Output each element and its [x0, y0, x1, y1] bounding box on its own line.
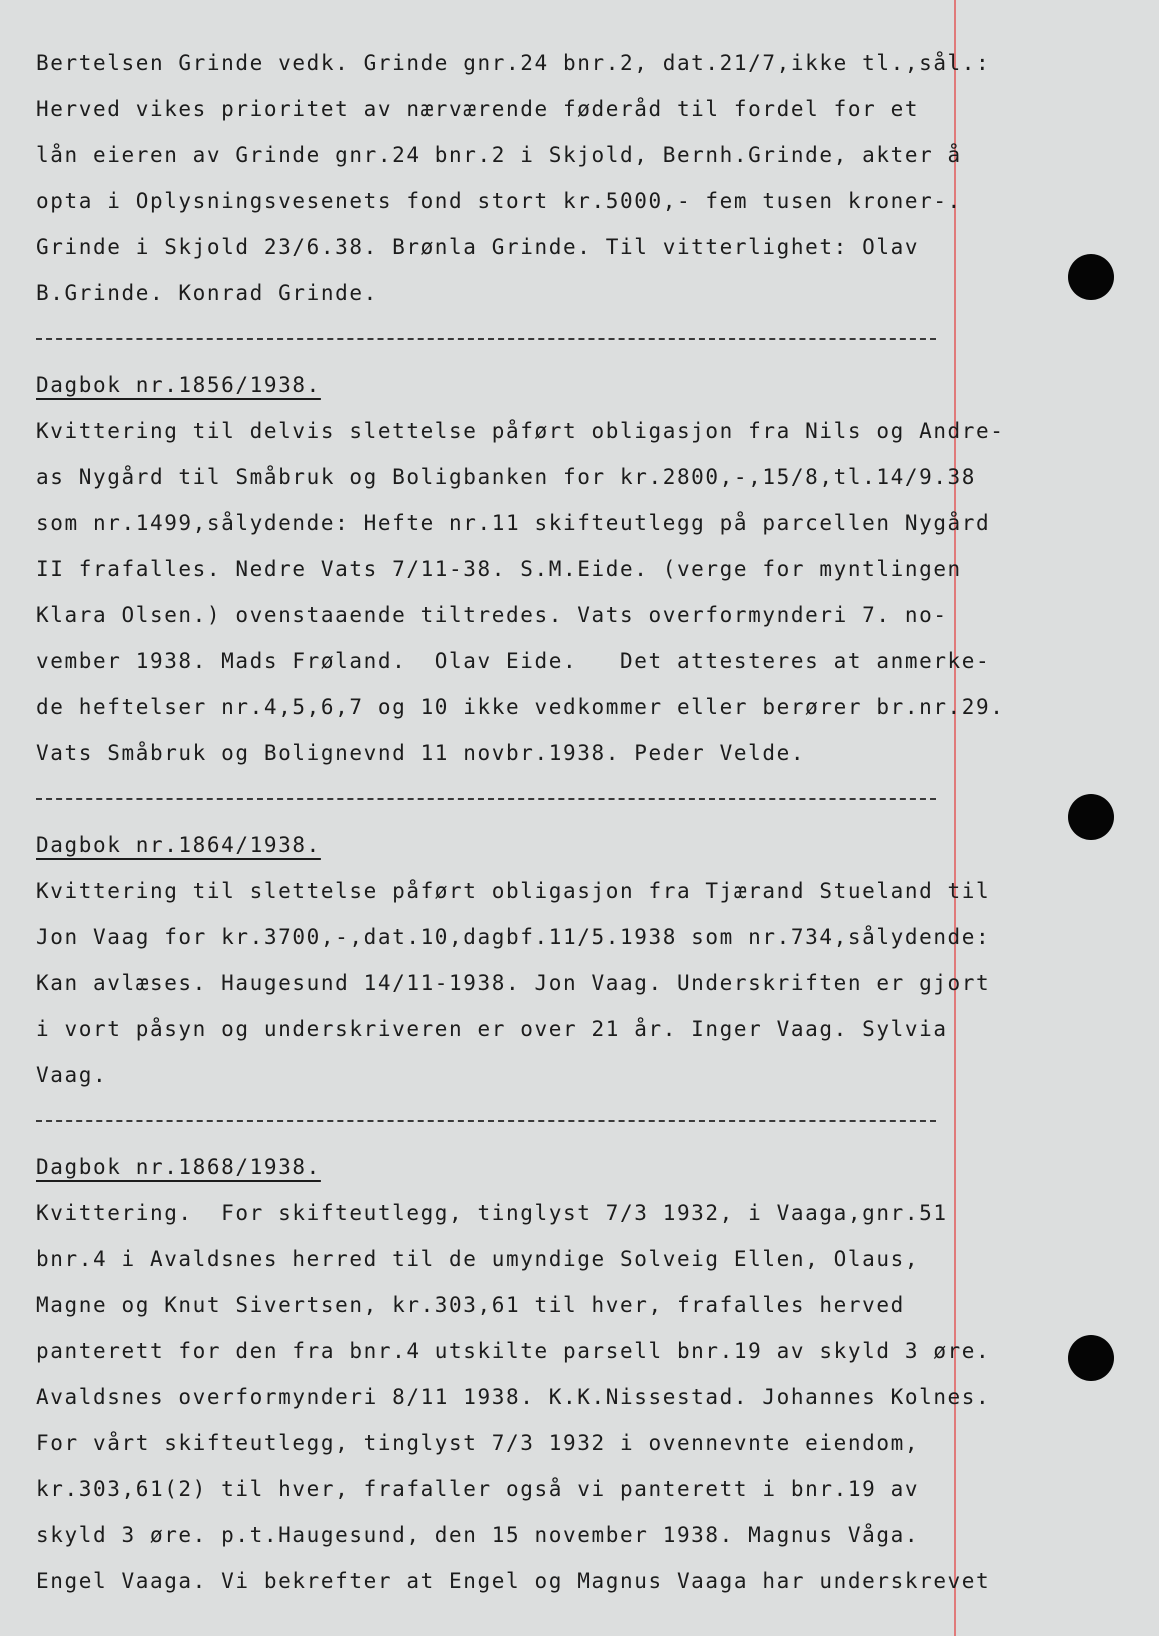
- text-line: vember 1938. Mads Frøland. Olav Eide. Det attesteres at anmerke-: [36, 649, 991, 673]
- text-line: de heftelser nr.4,5,6,7 og 10 ikke vedkommer eller berører br.nr.29.: [36, 695, 1005, 719]
- punch-hole: [1068, 794, 1114, 840]
- text-line: panterett for den fra bnr.4 utskilte parsell bnr.19 av skyld 3 øre.: [36, 1339, 991, 1363]
- separator-rule: [36, 776, 966, 822]
- punch-hole: [1068, 254, 1114, 300]
- text-line: Herved vikes prioritet av nærværende føderåd til fordel for et: [36, 97, 920, 121]
- text-line: B.Grinde. Konrad Grinde.: [36, 281, 378, 305]
- text-line: Kan avlæses. Haugesund 14/11-1938. Jon Vaag. Underskriften er gjort: [36, 971, 991, 995]
- text-line: i vort påsyn og underskriveren er over 21 år. Inger Vaag. Sylvia: [36, 1017, 948, 1041]
- text-line: opta i Oplysningsvesenets fond stort kr.5000,- fem tusen kroner-.: [36, 189, 962, 213]
- text-line: II frafalles. Nedre Vats 7/11-38. S.M.Eide. (verge for myntlingen: [36, 557, 962, 581]
- entry-heading: [36, 1144, 966, 1190]
- document-text: [36, 40, 1005, 1604]
- text-line: lån eieren av Grinde gnr.24 bnr.2 i Skjold, Bernh.Grinde, akter å: [36, 143, 962, 167]
- text-line: Kvittering. For skifteutlegg, tinglyst 7/3 1932, i Vaaga,gnr.51: [36, 1201, 948, 1225]
- entry-heading: [36, 362, 966, 408]
- text-line: Grinde i Skjold 23/6.38. Brønla Grinde. Til vitterlighet: Olav: [36, 235, 920, 259]
- text-line: Jon Vaag for kr.3700,-,dat.10,dagbf.11/5.1938 som nr.734,sålydende:: [36, 925, 991, 949]
- text-line: Vats Småbruk og Bolignevnd 11 novbr.1938. Peder Velde.: [36, 741, 806, 765]
- text-line: For vårt skifteutlegg, tinglyst 7/3 1932 i ovennevnte eiendom,: [36, 1431, 920, 1455]
- text-line: Kvittering til slettelse påført obligasjon fra Tjærand Stueland til: [36, 879, 991, 903]
- text-line: Klara Olsen.) ovenstaaende tiltredes. Vats overformynderi 7. no-: [36, 603, 948, 627]
- entry-heading-text: Dagbok nr.1856/1938.: [36, 373, 321, 397]
- text-line: kr.303,61(2) til hver, frafaller også vi panterett i bnr.19 av: [36, 1477, 920, 1501]
- text-line: skyld 3 øre. p.t.Haugesund, den 15 november 1938. Magnus Våga.: [36, 1523, 920, 1547]
- separator-rule: [36, 1098, 966, 1144]
- separator-rule: [36, 316, 966, 362]
- text-line: Kvittering til delvis slettelse påført obligasjon fra Nils og Andre-: [36, 419, 1005, 443]
- text-line: Vaag.: [36, 1063, 108, 1087]
- entry-heading-text: Dagbok nr.1864/1938.: [36, 833, 321, 857]
- text-line: as Nygård til Småbruk og Boligbanken for kr.2800,-,15/8,tl.14/9.38: [36, 465, 977, 489]
- punch-hole: [1068, 1335, 1114, 1381]
- text-line: Avaldsnes overformynderi 8/11 1938. K.K.Nissestad. Johannes Kolnes.: [36, 1385, 991, 1409]
- text-line: som nr.1499,sålydende: Hefte nr.11 skifteutlegg på parcellen Nygård: [36, 511, 991, 535]
- text-line: Engel Vaaga. Vi bekrefter at Engel og Magnus Vaaga har underskrevet: [36, 1569, 991, 1593]
- text-line: Magne og Knut Sivertsen, kr.303,61 til hver, frafalles herved: [36, 1293, 905, 1317]
- entry-heading: [36, 822, 966, 868]
- text-line: Bertelsen Grinde vedk. Grinde gnr.24 bnr.2, dat.21/7,ikke tl.,sål.:: [36, 51, 991, 75]
- entry-heading-text: Dagbok nr.1868/1938.: [36, 1155, 321, 1179]
- text-line: bnr.4 i Avaldsnes herred til de umyndige Solveig Ellen, Olaus,: [36, 1247, 920, 1271]
